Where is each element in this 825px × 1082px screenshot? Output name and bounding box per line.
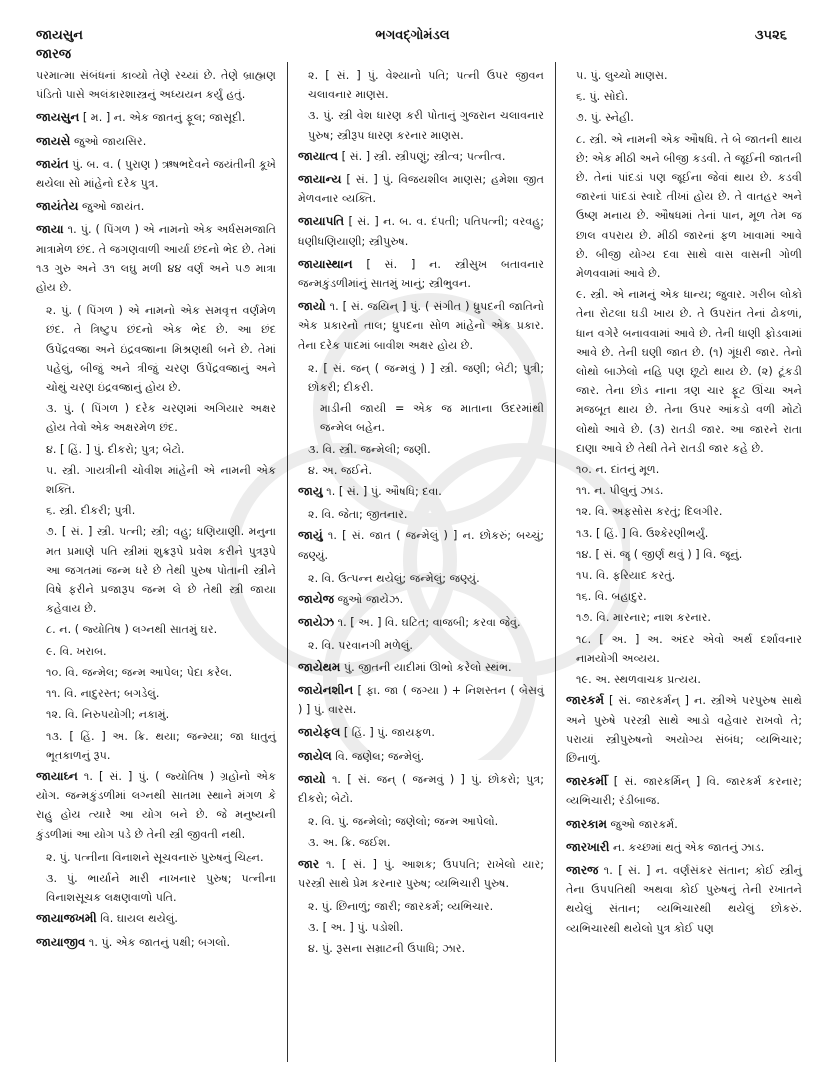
- dictionary-entry: [298, 613, 544, 632]
- dictionary-entry: [298, 526, 544, 564]
- entry-sense: [46, 399, 276, 437]
- entry-sense: [46, 461, 276, 499]
- entry-sense: [308, 106, 544, 144]
- definition-text: ૧. [ સં. જાત ( જન્મેલું ) ] ન. છોકરું; બચ્ચું; જણ્યું.: [298, 529, 544, 562]
- entry-sense: [576, 481, 802, 500]
- definition-text: ૧. પું. ( પિંગળ ) એ નામનો એક અર્ધસમજાતિ માત્રામેળ છંદ. તે જગણવાળી આર્યા છંદનો ભેદ છે. તેમાં ૧૩ ગુરુ અને ૩૧ લઘુ મળી ૪૪ વર્ણ અને ૫૭ માત્રા હોય છે.: [36, 223, 276, 295]
- definition-text: ૧. [ સં. ] પું. ઔષધિ; દવા.: [326, 485, 442, 499]
- entry-sense: [576, 130, 802, 284]
- entry-sense: [576, 545, 802, 564]
- headword: જાયાઘ્ન: [36, 768, 78, 783]
- definition-text: ૨. વિ. પરવાનગી મળેલું.: [308, 639, 413, 653]
- definition-text: ૨. [ સં. જન્ ( જન્મવું ) ] સ્ત્રી. જણી; બેટી; પુત્રી; છોકરી; દીકરી.: [308, 361, 544, 395]
- entry-sense: [308, 939, 544, 958]
- definition-text: [ સં. ] ન. બ. વ. દંપતી; પતિપત્ની; વરવહુ; ધણીધણિયાણી; સ્ત્રીપુરુષ.: [298, 215, 544, 248]
- dictionary-entry: [36, 933, 276, 952]
- dictionary-entry: [36, 132, 276, 151]
- entry-sense: [46, 705, 276, 724]
- dictionary-entry: [298, 297, 544, 355]
- dictionary-entry: [566, 691, 802, 768]
- definition-text: ૧૯. અ. સ્થળવાચક પ્રત્યય.: [576, 673, 701, 687]
- definition-text: ૩. વિ. સ્ત્રી. જન્મેલી; જણી.: [308, 442, 431, 456]
- entry-sense: [308, 812, 544, 831]
- definition-text: ૫. પું. લુચ્ચો માણસ.: [576, 69, 668, 82]
- headword: જાયસે: [36, 133, 71, 148]
- definition-text: ૫. સ્ત્રી. ગાયત્રીની ચોવીશ માંહેની એ નામની એક શક્તિ.: [46, 463, 276, 497]
- definition-text: પું. બ. વ. ( પુરાણ ) ઋષભદેવને જયંતીની કૂખે થયેલા સો માંહેનો દરેક પુત્ર.: [36, 157, 276, 191]
- definition-text: ૧૫. વિ. ફરિયાદ કરતું.: [576, 569, 676, 583]
- definition-text: ૪. [ હિં. ] પું. દીકરો; પુત્ર; બેટો.: [46, 442, 185, 456]
- definition-text: ન. કચ્છમાં થતું એક જાતનું ઝાડ.: [613, 840, 765, 854]
- definition-text: [ સં. જારકર્મિન્ ] વિ. જારકર્મ કરનાર; વ્યભિચારી; રંડીબાજ.: [566, 775, 802, 808]
- column-2: [298, 66, 544, 961]
- page-number: ૩૫૨૬: [754, 28, 787, 43]
- dictionary-entry: [36, 909, 276, 928]
- definition-text: ૧૧. વિ. નાદુરસ્ત; બગડેલું.: [46, 687, 160, 701]
- column-divider: [555, 62, 556, 1062]
- dictionary-entry: [566, 861, 802, 938]
- entry-sense: [576, 66, 802, 85]
- dictionary-entry: [36, 155, 276, 193]
- headword: જાયસુન: [36, 110, 80, 125]
- definition-text: ૨. [ સં. ] પું. વેશ્યાનો પતિ; પત્ની ઉપર જીવન ચલાવનાર માણસ.: [308, 69, 544, 102]
- headword: જારખારી: [566, 839, 610, 854]
- page-header: [0, 28, 825, 62]
- headword: જાયો: [298, 299, 326, 314]
- entry-sense: [308, 918, 544, 937]
- entry-sense: [576, 587, 802, 606]
- definition-text: જુઓ જાયસિર.: [73, 134, 147, 148]
- entry-sense: [308, 440, 544, 459]
- entry-sense: [46, 663, 276, 682]
- definition-text: ૬. પું. સોદો.: [576, 90, 629, 104]
- definition-text: પું. જીતની યાદીમાં ઊભો કરેલો સ્થંભ.: [343, 660, 512, 674]
- entry-sense: [308, 66, 544, 104]
- dictionary-entry: [298, 482, 544, 501]
- dictionary-entry: [298, 255, 544, 293]
- entry-sense: [46, 620, 276, 639]
- headword: જાયેઝ: [298, 615, 335, 630]
- headword: જાયેલ: [298, 748, 332, 763]
- entry-sense: [576, 285, 802, 458]
- headword: જાયું: [298, 528, 323, 543]
- definition-text: ૧૩. [ હિં. ] અ. ક્રિ. થયા; જન્મ્યા; જા ધાતુનું ભૂતકાળનું રૂપ.: [46, 729, 276, 762]
- definition-text: [ મ. ] ન. એક જાતનું ફૂલ; જાસૂદી.: [82, 111, 246, 125]
- entry-sense: [576, 502, 802, 521]
- headword: જાયો: [298, 771, 326, 786]
- column-3: [566, 66, 802, 942]
- guide-word-first: જાયસુન: [36, 28, 83, 43]
- entry-sense: [308, 833, 544, 852]
- definition-text: ૧૧. ન. પીલુનું ઝાડ.: [576, 484, 664, 498]
- headword: જાર: [298, 856, 320, 871]
- entry-sense: [46, 301, 276, 397]
- definition-text: ૧. [ અ. ] વિ. ઘટિત; વાજબી; કરવા જેવું.: [337, 616, 521, 630]
- definition-text: [ હિં. ] પું. જાયફળ.: [343, 726, 435, 740]
- headword: જાયંત: [36, 156, 69, 171]
- definition-text: ૧૬. વિ. બહાદુર.: [576, 590, 647, 604]
- dictionary-entry: [566, 838, 802, 857]
- entry-sense: [576, 608, 802, 627]
- definition-text: ૧. [ સં. જન્ ( જન્મવું ) ] પું. છોકરો; પુત્ર; દીકરો; બેટો.: [298, 772, 544, 805]
- headword: જાયાન્ય: [298, 172, 342, 187]
- entry-sense: [46, 522, 276, 618]
- entry-sense: [576, 524, 802, 543]
- definition-text: [ સં. ] ન. સ્ત્રીસુખ બતાવનાર જન્મકુંડળીમાંનું સાતમું ખાનું; સ્ત્રીભુવન.: [298, 257, 544, 291]
- definition-text: ૩. પું. સ્ત્રી વેશ ધારણ કરી પોતાનું ગુજરાન ચલાવનાર પુરુષ; સ્ત્રીરૂપ ધારણ કરનાર માણસ.: [308, 109, 544, 142]
- headword: જાયાપતિ: [298, 214, 345, 229]
- definition-text: ૪. પું. રૂસના સમ્રાટની ઉપાધિ; ઝાર.: [308, 942, 466, 956]
- definition-text: ૮. સ્ત્રી. એ નામની એક ઔષધિ. તે બે જાતની થાય છે: એક મીઠી અને બીજી કડવી. તે જૂઈની જાતની છે. તેનાં પાંદડાં પણ જૂઈના જેવાં થાય છે. કડવી જારનાં પાંદડાં સ્વાદે તીખાં હોય છે. તે વાતહર અને ઉષ્ણ મનાય છે. ઔષધમાં તેનાં પાન, મૂળ તેમ જ છાલ વપરાય છે. મીઠી જારનાં ફળ ખાવામાં આવે છે. બીજી યોગ્ય દવા સાથે વાસ વાસની ગોળી મેળવવામાં આવે છે.: [576, 132, 802, 281]
- dictionary-entry: [36, 220, 276, 297]
- definition-text: ૧૮. [ અ. ] અ. અંદર એવો અર્થ દર્શાવનાર નામયોગી અવ્યય.: [576, 632, 802, 665]
- dictionary-entry: [298, 855, 544, 893]
- definition-text: ૨. વિ. ઉત્પન્ન થયેલું; જન્મેલું; જણ્યું.: [308, 571, 480, 585]
- definition-text: ૧. [ સં. જયિન્ ] પું. ( સંગીત ) ધ્રુપદની જાતિનો એક પ્રકારનો તાલ; ધ્રુપદના સોળ માંહેનો એક પ્રકાર. તેના દરેક પાદમાં બાવીશ અક્ષર હોય છે.: [298, 300, 544, 352]
- definition-text: [ સં. ] સ્ત્રી. સ્ત્રીપણું; સ્ત્રીત્વ; પત્નીત્વ.: [341, 149, 506, 163]
- headword: જાયાજખમી: [36, 911, 97, 926]
- dictionary-entry: [298, 147, 544, 166]
- entry-sense: [46, 727, 276, 765]
- definition-text: ૭. પું. સ્નેહી.: [576, 111, 634, 125]
- headword: જાયેનશીન: [298, 682, 354, 697]
- headword: જારકર્મ: [566, 693, 604, 708]
- guide-word-last: જારજ: [36, 47, 72, 62]
- definition-text: [ ફા. જા ( જગ્યા ) + નિશસ્તન ( બેસવું ) ] પું. વારસ.: [298, 683, 544, 717]
- entry-sense: [576, 630, 802, 668]
- definition-text: ૬. સ્ત્રી. દીકરી; પુત્રી.: [46, 504, 136, 518]
- definition-text: ૨. પું. ( પિંગળ ) એ નામનો એક સમવૃત્ત વર્ણમેળ છંદ. તે ત્રિષ્ટુપ છંદનો એક ભેદ છે. આ છંદ ઉપેંદ્રવજ્રા અને ઇંદ્રવજ્રાના મિશ્રણથી બને છે. તેમાં પહેલું, બીજું અને ત્રીજું ચરણ ઉપેંદ્રવજ્રાનું અને ચોથું ચરણ ઇંદ્રવજ્રાનું હોય છે.: [46, 304, 276, 395]
- entry-sense: [308, 897, 544, 916]
- entry-sense: [576, 108, 802, 127]
- entry-sense: [46, 440, 276, 459]
- column-divider: [287, 62, 288, 1062]
- definition-text: [ સં. જારકર્મન્ ] ન. સ્ત્રીએ પરપુરુષ સાથે અને પુરુષે પરસ્ત્રી સાથે આડો વહેવાર રાખવો તે; પરાયાં સ્ત્રીપુરુષનો અયોગ્ય સંબંધ; વ્યભિચાર; છિનાળું.: [566, 694, 802, 765]
- definition-text: ૨. વિ. પું. જન્મેલો; જણેલો; જન્મ આપેલો.: [308, 815, 499, 829]
- dictionary-entry: [298, 747, 544, 766]
- dictionary-entry: [566, 772, 802, 810]
- definition-text: ૧. [ સં. ] પું. ( જ્યોતિષ ) ગ્રહોનો એક યોગ. જન્મકુંડળીમાં લગ્નથી સાતમા સ્થાને મંગળ કે રાહુ હોય ત્યારે આ યોગ બને છે. જે મનુષ્યની કુંડળીમાં આ યોગ પડે છે તેની સ્ત્રી જીવતી નથી.: [36, 769, 277, 841]
- entry-sense: [46, 869, 276, 907]
- entry-sense: [46, 848, 276, 867]
- definition-text: [ સં. ] પું. વિજયશીલ માણસ; હમેશા જીત મેળવનાર વ્યક્તિ.: [298, 173, 544, 206]
- entry-sense: [576, 87, 802, 106]
- entry-sense: [576, 566, 802, 585]
- headword: જાયેફલ: [298, 725, 341, 740]
- definition-text: ૧૪. [ સં. જૄ ( જીર્ણ થવું ) ] વિ. જૂનું.: [576, 547, 743, 561]
- definition-text: ૨. પું. છિનાળું; જારી; જારકર્મ; વ્યભિચાર.: [308, 899, 494, 913]
- definition-text: વિ. જણેલ; જન્મેલું.: [335, 749, 425, 763]
- book-title: ભગવદ્ગોમંડલ: [375, 28, 450, 43]
- headword: જારકર્મી: [566, 774, 608, 789]
- definition-text: વિ. ઘાયલ થયેલું.: [100, 912, 178, 926]
- headword: જારજ: [566, 862, 599, 877]
- definition-text: ૧. પું. એક જાતનું પક્ષી; બગલો.: [88, 935, 231, 949]
- entry-sense: [308, 461, 544, 480]
- dictionary-entry: [298, 212, 544, 250]
- definition-text: ૧૨. વિ. અફસોસ કરતું; દિલગીર.: [576, 505, 723, 519]
- dictionary-entry: [36, 108, 276, 127]
- dictionary-entry: [298, 723, 544, 742]
- definition-text: ૨. પું. પત્નીના વિનાશને સૂચવનારું પુરુષનું ચિહ્ન.: [46, 850, 264, 864]
- headword: જારકામ: [566, 816, 607, 831]
- definition-text: જુઓ જાયેઝ.: [337, 593, 404, 607]
- definition-text: ૧. [ સં. ] ન. વર્ણસંકર સંતાન; કોઈ સ્ત્રીનું તેના ઉપપતિથી અથવા કોઈ પુરુષનું તેની રખાતને થયેલું સંતાન; વ્યભિચારથી થયેલું છોકરું. વ્યભિચારથી થયેલો પુત્ર કોઈ પણ: [566, 863, 802, 935]
- headword: જાયેથમ: [298, 659, 341, 674]
- definition-text: જુઓ જારકર્મ.: [610, 817, 678, 831]
- definition-text: ૯. વિ. ખરાબ.: [46, 644, 107, 658]
- headword: જાયેજ: [298, 592, 335, 607]
- definition-text: ૪. અ. જઈને.: [308, 463, 373, 477]
- dictionary-entry: [566, 815, 802, 834]
- headword: જાયાસ્થાન: [298, 256, 353, 271]
- definition-text: ૧૨. વિ. નિરુપયોગી; નકામું.: [46, 708, 170, 722]
- entry-sense: [576, 670, 802, 689]
- definition-text: ૩. [ અ. ] પું. પડોશી.: [308, 921, 404, 935]
- definition-text: ૩. પું. ( પિંગળ ) દરેક ચરણમાં અગિયાર અક્ષર હોય તેવો એક અક્ષરમેળ છંદ.: [46, 402, 276, 435]
- definition-text: ૧૩. [ હિં. ] વિ. ઉશ્કેરણીભર્યું.: [576, 526, 709, 540]
- definition-text: ૮. ન. ( જ્યોતિષ ) લગ્નથી સાતમું ઘર.: [46, 623, 218, 637]
- definition-text: માડીની જાયી = એક જ માતાના ઉદરમાંથી જન્મેલ બહેન.: [320, 402, 544, 435]
- entry-sense: [46, 642, 276, 661]
- definition-text: ૩. પું. ભાર્યાને મારી નાખનાર પુરુષ; પત્નીના વિનાશસૂચક લક્ષણવાળો પતિ.: [46, 871, 276, 905]
- column-1: [36, 66, 276, 956]
- entry-sense: [308, 359, 544, 397]
- entry-continuation: [36, 66, 276, 104]
- dictionary-entry: [298, 658, 544, 677]
- entry-sense: [320, 399, 544, 437]
- headword: જાયુ: [298, 484, 323, 499]
- definition-text: જુઓ જાયંત.: [82, 200, 145, 214]
- headword: જાયાત્વ: [298, 148, 339, 163]
- headword: જાયંતેય: [36, 199, 79, 214]
- definition-text: ૯. સ્ત્રી. એ નામનું એક ધાન્ય; જુવાર. ગરીબ લોકો તેના રોટલા ઘડી ખાય છે. તે ઉપરાંત તેનાં ઢોકળાં, ધાન વગેરે બનાવવામાં આવે છે. તેની ધાણી ફોડવામાં આવે છે. તેની ઘણી જાત છે. (૧) ગૂંધરી જાર. તેનો લોથો બાઝેલો નહિ પણ છૂટો થાય છે. (૨) ટૂંકડી જાર. તેના છોડ નાના ત્રણ ચાર ફૂટ ઊંચા અને મજબૂત થાય છે. તેના ઉપર આંકડો વળી મોટો લોથો આવે છે. (૩) રાતડી જાર. આ જારને રાતા દાણા આવે છે તેથી તેને રાતડી જાર કહે છે.: [576, 288, 802, 455]
- dictionary-entry: [298, 170, 544, 208]
- definition-text: ૧૭. વિ. મારનાર; નાશ કરનાર.: [576, 611, 711, 625]
- definition-text: પરમાત્મા સંબંધનાં કાવ્યો તેણે રચ્યાં છે. તેણે બ્રાહ્મણ પંડિતો પાસે અલંકારશાસ્ત્રનું અધ્યયન કર્યું હતું.: [36, 69, 276, 102]
- definition-text: ૧. [ સં. ] પું. આશક; ઉપપતિ; રાખેલો યાર; પરસ્ત્રી સાથે પ્રેમ કરનાર પુરુષ; વ્યભિચારી પુરુષ.: [298, 857, 544, 890]
- definition-text: ૧૦. ન. દાંતનું મૂળ.: [576, 463, 660, 477]
- definition-text: ૩. અ. ક્રિ. જઈશ.: [308, 836, 391, 850]
- entry-sense: [576, 460, 802, 479]
- dictionary-entry: [36, 767, 276, 844]
- headword: જાયા: [36, 222, 64, 237]
- definition-text: ૨. વિ. જેતા; જીતનાર.: [308, 508, 408, 522]
- definition-text: ૧૦. વિ. જન્મેલ; જન્મ આપેલ; પેદા કરેલ.: [46, 665, 233, 679]
- dictionary-entry: [36, 197, 276, 216]
- entry-sense: [308, 505, 544, 524]
- entry-sense: [308, 569, 544, 588]
- entry-sense: [46, 501, 276, 520]
- entry-sense: [308, 636, 544, 655]
- definition-text: ૭. [ સં. ] સ્ત્રી. પત્ની; સ્ત્રી; વહુ; ધણિયાણી. મનુના મત પ્રમાણે પતિ સ્ત્રીમાં શુક્રરૂપે પ્રવેશ કરીને પુત્રરૂપે આ જગતમાં જન્મ ધરે છે તેથી પુરુષ પોતાની સ્ત્રીને વિષે ફરીને પ્રજારૂપ જન્મ લે છે તેથી સ્ત્રી જાયા કહેવાય છે.: [46, 525, 276, 616]
- headword: જાયાજીવ: [36, 934, 86, 949]
- dictionary-entry: [298, 770, 544, 808]
- entry-sense: [46, 684, 276, 703]
- dictionary-entry: [298, 590, 544, 609]
- dictionary-entry: [298, 681, 544, 719]
